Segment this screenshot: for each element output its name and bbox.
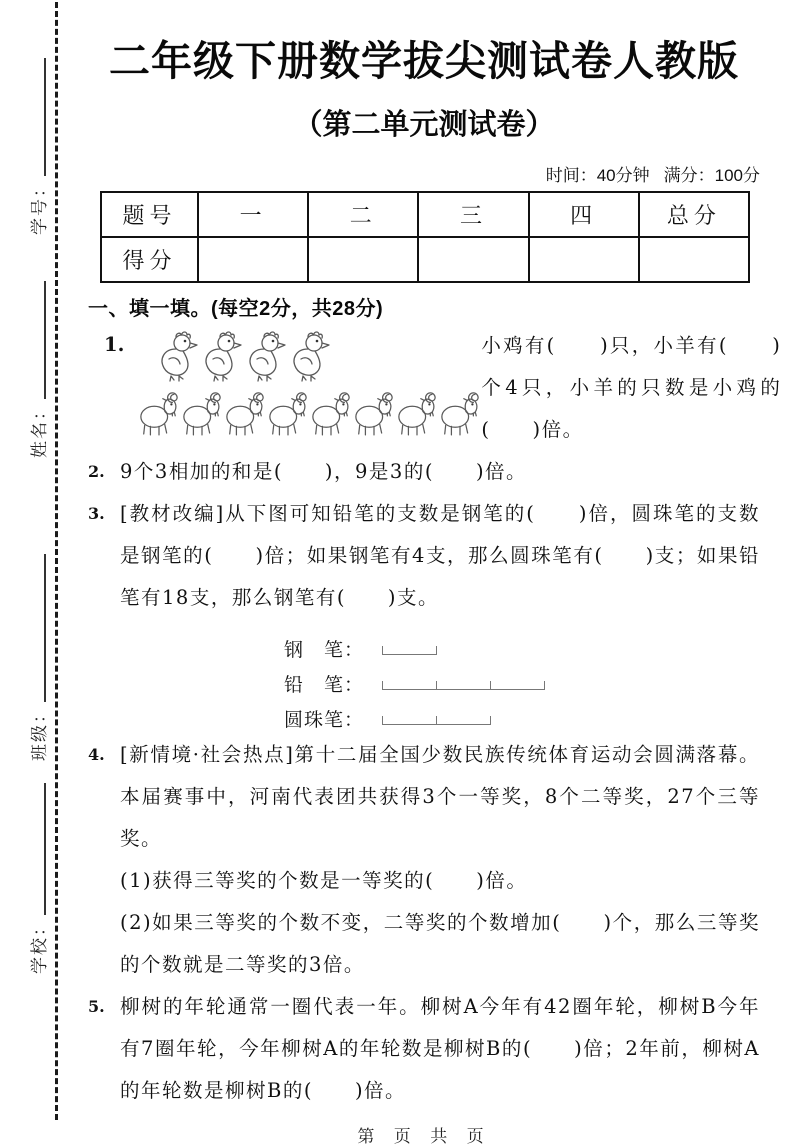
question-3-text: [教材改编]从下图可知铅笔的支数是钢笔的( )倍，圆珠笔的支数是钢笔的( )倍；如果钢笔有4支，那么圆珠笔有( )支；如果铅笔有18支，那么钢笔有( )支。 [120,502,761,609]
binding-dashed-line [55,2,58,1120]
chick-icon [156,329,196,381]
score-row-label: 得分 [101,237,198,282]
ram-icon [181,387,223,437]
side-label-school: 学校： [30,917,49,974]
question-5 [88,986,760,1112]
score-header-cell-2: 二 [308,192,418,237]
score-empty-cell-0 [198,237,308,282]
ram-icon [439,387,481,437]
question-4-tag: [新情境·社会热点] [120,743,295,766]
question-5-number: 5. [88,997,105,1016]
score-header-cell-1: 一 [198,192,308,237]
question-5-text: 柳树的年轮通常一圈代表一年。柳树A今年有42圈年轮，柳树B今年有7圈年轮，今年柳树A的年轮数是柳树B的( )倍；2年前，柳树A的年轮数是柳树B的( )倍。 [120,995,760,1102]
bar-units-ballpen [382,716,491,725]
full-score: 满分：100分 [663,166,760,185]
chicken-row [156,329,481,381]
bar-unit [490,681,545,690]
bar-unit [382,716,437,725]
question-4-sub-1: (1)获得三等奖的个数是一等奖的( )倍。 [120,869,528,892]
side-writein-line-school [44,783,46,915]
ram-icon [267,387,309,437]
side-writein-line-sid [44,58,46,176]
side-label-name: 姓名： [30,401,49,458]
score-header-cell-5: 总分 [639,192,749,237]
chick-icon [244,329,284,381]
bar-unit [436,716,491,725]
bar-label-pencil: 铅 笔： [284,674,365,696]
side-field-name [25,281,50,458]
score-header-cell-0: 题号 [101,192,198,237]
bar-units-pen [382,646,437,655]
side-writein-line-class [44,554,46,702]
ram-icon [396,387,438,437]
question-2-number: 2. [88,462,105,481]
bar-units-pencil [382,681,545,690]
question-4-text: [新情境·社会热点]第十二届全国少数民族传统体育运动会圆满落幕。本届赛事中，河南代表团共获得3个一等奖，8个二等奖，27个三等奖。 [120,743,760,850]
question-1-number: 1. [104,333,125,356]
question-2 [88,451,760,493]
page-title: 二年级下册数学拔尖测试卷人教版 [109,38,739,84]
sheep-row [138,387,481,437]
page-footer: 第 页 共 页 [357,1127,491,1147]
score-header-cell-3: 三 [418,192,528,237]
section-heading: 一、填一填。(每空2分，共28分) [88,298,384,320]
ram-icon [138,387,180,437]
question-1-pictures [124,325,481,451]
side-field-sid [25,58,50,235]
ram-icon [310,387,352,437]
bar-unit [382,681,437,690]
question-3-number: 3. [88,504,105,523]
question-3-tag: [教材改编] [120,502,225,525]
bar-unit [436,681,491,690]
time-limit: 时间：40分钟 [545,166,650,185]
ram-icon [224,387,266,437]
score-header-cell-4: 四 [529,192,639,237]
chick-icon [288,329,328,381]
ram-icon [353,387,395,437]
side-label-class: 班级： [30,704,49,761]
side-field-class [25,554,50,761]
question-1-text: 小鸡有( )只，小羊有( )个4只，小羊的只数是小鸡的( )倍。 [481,334,782,441]
bar-row-ballpen [284,697,760,732]
question-4-number: 4. [88,745,105,764]
question-3 [88,493,760,619]
score-empty-cell-1 [308,237,418,282]
page-subtitle: （第二单元测试卷） [293,109,555,141]
side-writein-line-name [44,281,46,399]
content-area [88,0,782,1147]
pen-bar-diagram [284,627,760,732]
score-table-value-row [101,237,749,282]
score-table-header-row [101,192,749,237]
score-empty-cell-3 [529,237,639,282]
chick-icon [200,329,240,381]
exam-meta [88,161,760,186]
question-4-sub-2: (2)如果三等奖的个数不变，二等奖的个数增加( )个，那么三等奖的个数就是二等奖的3倍。 [120,911,760,976]
question-2-text: 9个3相加的和是( )，9是3的( )倍。 [120,460,528,483]
bar-label-pen: 钢 笔： [284,639,365,661]
score-table [100,191,750,283]
question-1 [88,325,782,451]
student-info-margin [6,0,50,1122]
question-4 [88,734,760,860]
side-field-school [25,783,50,974]
score-empty-cell-2 [418,237,528,282]
bar-row-pen [284,627,760,662]
bar-label-ballpen: 圆珠笔： [284,709,365,731]
bar-unit [382,646,437,655]
bar-row-pencil [284,662,760,697]
side-label-sid: 学号： [30,178,49,235]
score-empty-cell-4 [639,237,749,282]
